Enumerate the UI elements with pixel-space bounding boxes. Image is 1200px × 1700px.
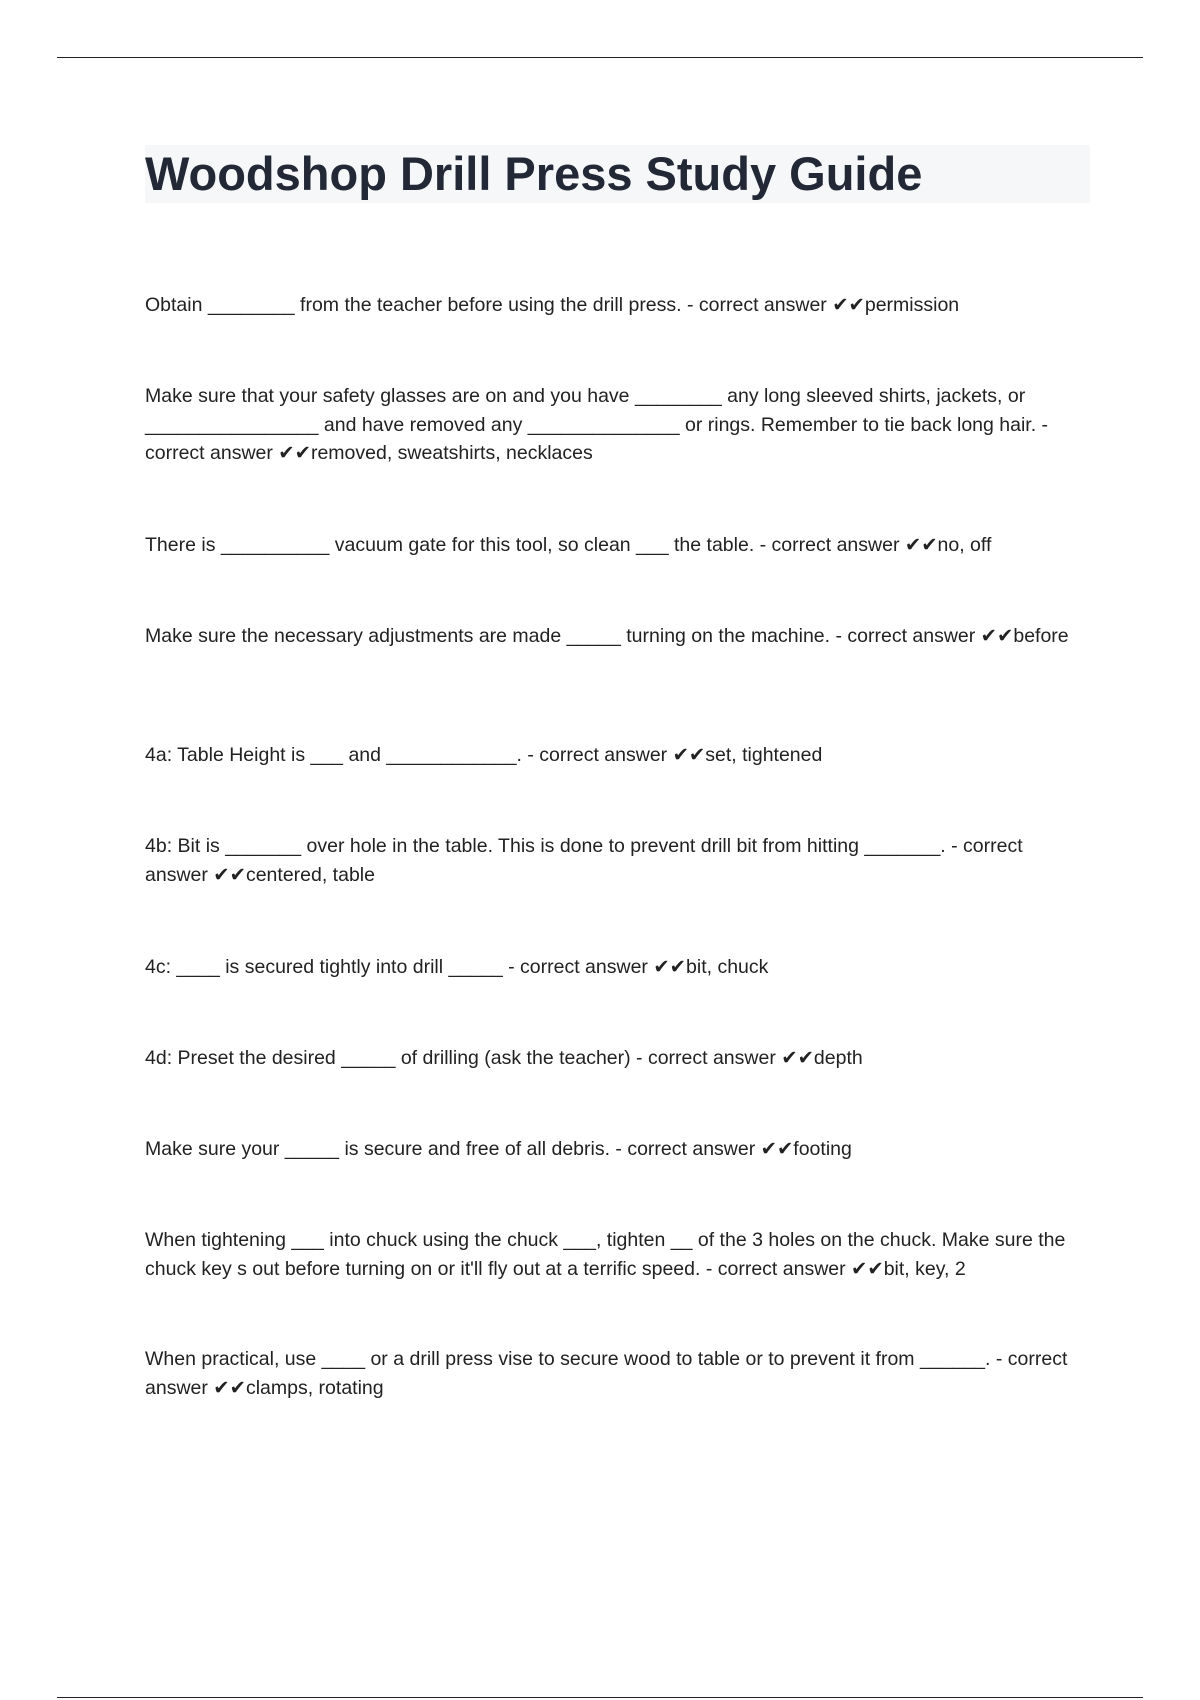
bottom-rule <box>57 1697 1143 1698</box>
flashcard-item: There is __________ vacuum gate for this tool, so clean ___ the table. - correct answer ✔✔no, off <box>145 534 992 556</box>
flashcard-item: Obtain ________ from the teacher before using the drill press. - correct answer ✔✔permission <box>145 294 960 316</box>
title-banner <box>145 145 1090 203</box>
flashcard-item: Make sure the necessary adjustments are made _____ turning on the machine. - correct answer ✔✔before <box>145 625 1069 647</box>
flashcard-item: 4d: Preset the desired _____ of drilling (ask the teacher) - correct answer ✔✔depth <box>145 1047 863 1069</box>
flashcard-item: When practical, use ____ or a drill press vise to secure wood to table or to prevent it from ______. - correct answer ✔✔clamps, rotating <box>145 1348 1068 1399</box>
flashcard-item: 4b: Bit is _______ over hole in the table. This is done to prevent drill bit from hitting _______. - correct answer ✔✔centered, table <box>145 835 1023 886</box>
flashcard-item: Make sure that your safety glasses are on and you have ________ any long sleeved shirts, jackets, or ________________ and have removed any ______________ or rings. Remember to tie back long hair. - correct answer ✔✔removed, sweatshirts, necklaces <box>145 385 1049 464</box>
flashcard-item: Make sure your _____ is secure and free of all debris. - correct answer ✔✔footing <box>145 1138 852 1160</box>
flashcard-item: 4c: ____ is secured tightly into drill _____ - correct answer ✔✔bit, chuck <box>145 956 769 978</box>
flashcard-item: 4a: Table Height is ___ and ____________. - correct answer ✔✔set, tightened <box>145 744 823 766</box>
flashcard-item: When tightening ___ into chuck using the chuck ___, tighten __ of the 3 holes on the chuck. Make sure the chuck key s out before turning on or it'll fly out at a terrific speed. - correct answer ✔✔bit, key, 2 <box>145 1229 1066 1280</box>
top-rule <box>57 57 1143 58</box>
page-title: Woodshop Drill Press Study Guide <box>145 147 923 200</box>
